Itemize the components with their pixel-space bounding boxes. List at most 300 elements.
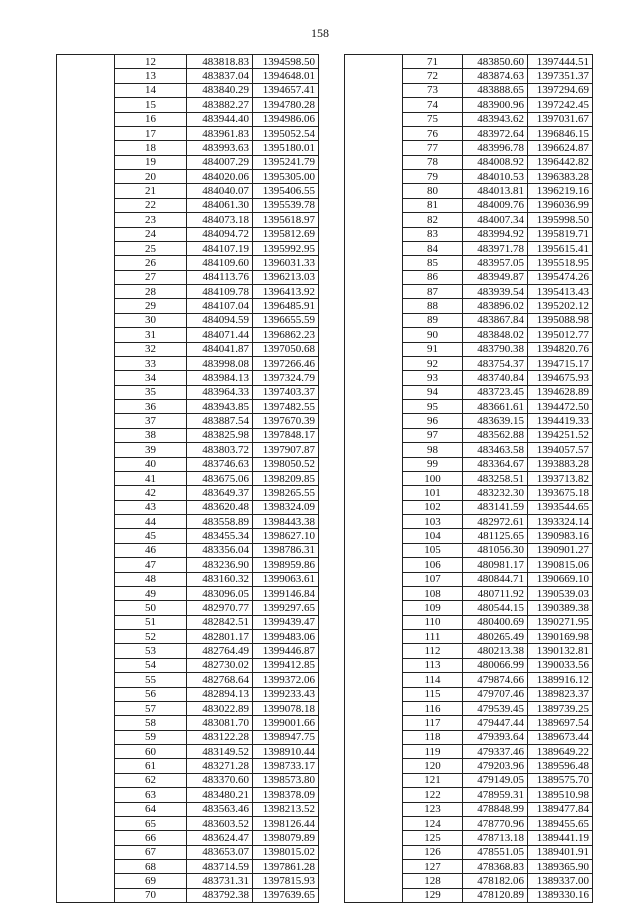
point-number-cell: 113 — [403, 658, 463, 672]
x-coordinate-cell: 483562.88 — [463, 428, 528, 442]
y-coordinate-cell: 1389337.00 — [528, 874, 593, 888]
blank-cell — [57, 515, 115, 529]
x-coordinate-cell: 483939.54 — [463, 285, 528, 299]
point-number-cell: 82 — [403, 213, 463, 227]
y-coordinate-cell: 1395812.69 — [253, 227, 319, 241]
table-row — [57, 816, 319, 830]
blank-cell — [345, 342, 403, 356]
blank-cell — [345, 874, 403, 888]
blank-cell — [345, 371, 403, 385]
blank-cell — [57, 759, 115, 773]
y-coordinate-cell: 1389365.90 — [528, 860, 593, 874]
point-number-cell: 32 — [115, 342, 187, 356]
point-number-cell: 40 — [115, 457, 187, 471]
y-coordinate-cell: 1396413.92 — [253, 285, 319, 299]
table-row — [57, 745, 319, 759]
point-number-cell: 105 — [403, 543, 463, 557]
blank-cell — [57, 831, 115, 845]
point-number-cell: 58 — [115, 716, 187, 730]
point-number-cell: 71 — [403, 55, 463, 69]
blank-cell — [57, 213, 115, 227]
y-coordinate-cell: 1396219.16 — [528, 184, 593, 198]
point-number-cell: 86 — [403, 270, 463, 284]
blank-cell — [57, 371, 115, 385]
blank-cell — [345, 586, 403, 600]
point-number-cell: 96 — [403, 414, 463, 428]
x-coordinate-cell: 483888.65 — [463, 83, 528, 97]
blank-cell — [345, 414, 403, 428]
y-coordinate-cell: 1395615.41 — [528, 241, 593, 255]
point-number-cell: 65 — [115, 816, 187, 830]
x-coordinate-cell: 483649.37 — [187, 486, 253, 500]
blank-cell — [57, 644, 115, 658]
y-coordinate-cell: 1394628.89 — [528, 385, 593, 399]
y-coordinate-cell: 1389673.44 — [528, 730, 593, 744]
table-row — [57, 241, 319, 255]
blank-cell — [57, 112, 115, 126]
table-row — [57, 342, 319, 356]
point-number-cell: 79 — [403, 170, 463, 184]
point-number-cell: 87 — [403, 285, 463, 299]
point-number-cell: 23 — [115, 213, 187, 227]
y-coordinate-cell: 1390169.98 — [528, 630, 593, 644]
blank-cell — [345, 69, 403, 83]
table-row — [57, 888, 319, 902]
y-coordinate-cell: 1396624.87 — [528, 141, 593, 155]
table-row — [345, 55, 593, 69]
y-coordinate-cell: 1397444.51 — [528, 55, 593, 69]
y-coordinate-cell: 1395202.12 — [528, 299, 593, 313]
point-number-cell: 129 — [403, 888, 463, 902]
blank-cell — [57, 443, 115, 457]
y-coordinate-cell: 1389455.65 — [528, 816, 593, 830]
y-coordinate-cell: 1390901.27 — [528, 543, 593, 557]
y-coordinate-cell: 1389330.16 — [528, 888, 593, 902]
point-number-cell: 76 — [403, 126, 463, 140]
blank-cell — [345, 543, 403, 557]
y-coordinate-cell: 1399078.18 — [253, 701, 319, 715]
table-row — [345, 687, 593, 701]
blank-cell — [345, 644, 403, 658]
y-coordinate-cell: 1389649.22 — [528, 745, 593, 759]
y-coordinate-cell: 1393713.82 — [528, 471, 593, 485]
y-coordinate-cell: 1399446.87 — [253, 644, 319, 658]
x-coordinate-cell: 484071.44 — [187, 328, 253, 342]
x-coordinate-cell: 483867.84 — [463, 313, 528, 327]
table-row — [345, 788, 593, 802]
blank-cell — [345, 601, 403, 615]
table-row — [345, 371, 593, 385]
point-number-cell: 19 — [115, 155, 187, 169]
table-row — [345, 701, 593, 715]
x-coordinate-cell: 478713.18 — [463, 831, 528, 845]
blank-cell — [57, 701, 115, 715]
blank-cell — [57, 342, 115, 356]
table-row — [345, 572, 593, 586]
point-number-cell: 59 — [115, 730, 187, 744]
table-row — [345, 601, 593, 615]
blank-cell — [345, 213, 403, 227]
blank-cell — [345, 112, 403, 126]
blank-cell — [57, 845, 115, 859]
y-coordinate-cell: 1398959.86 — [253, 558, 319, 572]
point-number-cell: 43 — [115, 500, 187, 514]
table-row — [345, 529, 593, 543]
table-row — [345, 558, 593, 572]
x-coordinate-cell: 483160.32 — [187, 572, 253, 586]
x-coordinate-cell: 479203.96 — [463, 759, 528, 773]
point-number-cell: 120 — [403, 759, 463, 773]
blank-cell — [57, 198, 115, 212]
table-row — [345, 285, 593, 299]
table-row — [57, 256, 319, 270]
table-row — [345, 471, 593, 485]
y-coordinate-cell: 1397907.87 — [253, 443, 319, 457]
point-number-cell: 54 — [115, 658, 187, 672]
x-coordinate-cell: 478368.83 — [463, 860, 528, 874]
x-coordinate-cell: 482894.13 — [187, 687, 253, 701]
x-coordinate-cell: 483653.07 — [187, 845, 253, 859]
x-coordinate-cell: 483803.72 — [187, 443, 253, 457]
point-number-cell: 31 — [115, 328, 187, 342]
table-row — [345, 673, 593, 687]
x-coordinate-cell: 482972.61 — [463, 515, 528, 529]
x-coordinate-cell: 483364.67 — [463, 457, 528, 471]
y-coordinate-cell: 1394715.17 — [528, 356, 593, 370]
blank-cell — [57, 98, 115, 112]
x-coordinate-cell: 484009.76 — [463, 198, 528, 212]
table-row — [57, 83, 319, 97]
table-row — [57, 356, 319, 370]
point-number-cell: 81 — [403, 198, 463, 212]
point-number-cell: 66 — [115, 831, 187, 845]
point-number-cell: 37 — [115, 414, 187, 428]
blank-cell — [57, 313, 115, 327]
blank-cell — [57, 256, 115, 270]
y-coordinate-cell: 1398213.52 — [253, 802, 319, 816]
point-number-cell: 109 — [403, 601, 463, 615]
point-number-cell: 18 — [115, 141, 187, 155]
blank-cell — [57, 529, 115, 543]
x-coordinate-cell: 484040.07 — [187, 184, 253, 198]
y-coordinate-cell: 1389575.70 — [528, 773, 593, 787]
x-coordinate-cell: 479539.45 — [463, 701, 528, 715]
x-coordinate-cell: 484020.06 — [187, 170, 253, 184]
y-coordinate-cell: 1393883.28 — [528, 457, 593, 471]
point-number-cell: 106 — [403, 558, 463, 572]
y-coordinate-cell: 1389596.48 — [528, 759, 593, 773]
blank-cell — [57, 400, 115, 414]
x-coordinate-cell: 484013.81 — [463, 184, 528, 198]
point-number-cell: 111 — [403, 630, 463, 644]
point-number-cell: 60 — [115, 745, 187, 759]
x-coordinate-cell: 478959.31 — [463, 788, 528, 802]
blank-cell — [57, 586, 115, 600]
x-coordinate-cell: 483096.05 — [187, 586, 253, 600]
blank-cell — [57, 730, 115, 744]
point-number-cell: 125 — [403, 831, 463, 845]
y-coordinate-cell: 1399372.06 — [253, 673, 319, 687]
blank-cell — [57, 270, 115, 284]
x-coordinate-cell: 483994.92 — [463, 227, 528, 241]
y-coordinate-cell: 1389739.25 — [528, 701, 593, 715]
y-coordinate-cell: 1397266.46 — [253, 356, 319, 370]
x-coordinate-cell: 482970.77 — [187, 601, 253, 615]
blank-cell — [57, 860, 115, 874]
blank-cell — [57, 184, 115, 198]
y-coordinate-cell: 1395088.98 — [528, 313, 593, 327]
x-coordinate-cell: 483558.89 — [187, 515, 253, 529]
point-number-cell: 104 — [403, 529, 463, 543]
y-coordinate-cell: 1395518.95 — [528, 256, 593, 270]
table-row — [57, 69, 319, 83]
table-row — [345, 141, 593, 155]
x-coordinate-cell: 483993.63 — [187, 141, 253, 155]
point-number-cell: 25 — [115, 241, 187, 255]
x-coordinate-cell: 483972.64 — [463, 126, 528, 140]
table-row — [57, 572, 319, 586]
point-number-cell: 122 — [403, 788, 463, 802]
x-coordinate-cell: 483754.37 — [463, 356, 528, 370]
blank-cell — [345, 759, 403, 773]
y-coordinate-cell: 1395012.77 — [528, 328, 593, 342]
blank-cell — [57, 745, 115, 759]
y-coordinate-cell: 1394598.50 — [253, 55, 319, 69]
table-row — [345, 126, 593, 140]
x-coordinate-cell: 483825.98 — [187, 428, 253, 442]
table-row — [345, 270, 593, 284]
point-number-cell: 119 — [403, 745, 463, 759]
table-row — [57, 802, 319, 816]
blank-cell — [57, 69, 115, 83]
point-number-cell: 93 — [403, 371, 463, 385]
page-number: 158 — [311, 26, 329, 40]
x-coordinate-cell: 480066.99 — [463, 658, 528, 672]
x-coordinate-cell: 484008.92 — [463, 155, 528, 169]
point-number-cell: 116 — [403, 701, 463, 715]
y-coordinate-cell: 1394472.50 — [528, 400, 593, 414]
blank-cell — [345, 55, 403, 69]
y-coordinate-cell: 1394820.76 — [528, 342, 593, 356]
x-coordinate-cell: 478182.06 — [463, 874, 528, 888]
table-row — [57, 529, 319, 543]
point-number-cell: 47 — [115, 558, 187, 572]
y-coordinate-cell: 1395180.01 — [253, 141, 319, 155]
table-row — [345, 486, 593, 500]
x-coordinate-cell: 483714.59 — [187, 860, 253, 874]
point-number-cell: 89 — [403, 313, 463, 327]
table-row — [345, 69, 593, 83]
point-number-cell: 34 — [115, 371, 187, 385]
table-row — [345, 500, 593, 514]
table-row — [345, 745, 593, 759]
point-number-cell: 128 — [403, 874, 463, 888]
x-coordinate-cell: 483887.54 — [187, 414, 253, 428]
x-coordinate-cell: 480844.71 — [463, 572, 528, 586]
blank-cell — [345, 155, 403, 169]
x-coordinate-cell: 483882.27 — [187, 98, 253, 112]
y-coordinate-cell: 1397639.65 — [253, 888, 319, 902]
blank-cell — [345, 299, 403, 313]
x-coordinate-cell: 483370.60 — [187, 773, 253, 787]
blank-cell — [57, 716, 115, 730]
y-coordinate-cell: 1390271.95 — [528, 615, 593, 629]
point-number-cell: 48 — [115, 572, 187, 586]
table-row — [57, 730, 319, 744]
blank-cell — [345, 256, 403, 270]
blank-cell — [345, 701, 403, 715]
x-coordinate-cell: 483944.40 — [187, 112, 253, 126]
y-coordinate-cell: 1389823.37 — [528, 687, 593, 701]
point-number-cell: 50 — [115, 601, 187, 615]
y-coordinate-cell: 1389441.19 — [528, 831, 593, 845]
y-coordinate-cell: 1394986.06 — [253, 112, 319, 126]
blank-cell — [57, 543, 115, 557]
blank-cell — [57, 55, 115, 69]
blank-cell — [345, 630, 403, 644]
table-row — [57, 716, 319, 730]
table-row — [345, 644, 593, 658]
blank-cell — [57, 299, 115, 313]
x-coordinate-cell: 479707.46 — [463, 687, 528, 701]
x-coordinate-cell: 483943.62 — [463, 112, 528, 126]
point-number-cell: 78 — [403, 155, 463, 169]
point-number-cell: 118 — [403, 730, 463, 744]
x-coordinate-cell: 484007.29 — [187, 155, 253, 169]
table-row — [57, 773, 319, 787]
table-row — [345, 98, 593, 112]
x-coordinate-cell: 483957.05 — [463, 256, 528, 270]
table-row — [345, 543, 593, 557]
x-coordinate-cell: 480213.38 — [463, 644, 528, 658]
x-coordinate-cell: 484041.87 — [187, 342, 253, 356]
blank-cell — [57, 155, 115, 169]
y-coordinate-cell: 1393324.14 — [528, 515, 593, 529]
point-number-cell: 20 — [115, 170, 187, 184]
point-number-cell: 123 — [403, 802, 463, 816]
table-row — [57, 586, 319, 600]
blank-cell — [345, 126, 403, 140]
x-coordinate-cell: 483900.96 — [463, 98, 528, 112]
point-number-cell: 110 — [403, 615, 463, 629]
blank-cell — [345, 198, 403, 212]
blank-cell — [345, 615, 403, 629]
y-coordinate-cell: 1399439.47 — [253, 615, 319, 629]
table-row — [57, 759, 319, 773]
y-coordinate-cell: 1399001.66 — [253, 716, 319, 730]
x-coordinate-cell: 479149.05 — [463, 773, 528, 787]
x-coordinate-cell: 480711.92 — [463, 586, 528, 600]
blank-cell — [345, 486, 403, 500]
table-row — [57, 328, 319, 342]
y-coordinate-cell: 1398265.55 — [253, 486, 319, 500]
blank-cell — [57, 486, 115, 500]
y-coordinate-cell: 1396442.82 — [528, 155, 593, 169]
point-number-cell: 27 — [115, 270, 187, 284]
point-number-cell: 41 — [115, 471, 187, 485]
point-number-cell: 102 — [403, 500, 463, 514]
y-coordinate-cell: 1394675.93 — [528, 371, 593, 385]
blank-cell — [345, 385, 403, 399]
table-row — [345, 888, 593, 902]
table-row — [57, 170, 319, 184]
y-coordinate-cell: 1399412.85 — [253, 658, 319, 672]
blank-cell — [345, 558, 403, 572]
x-coordinate-cell: 483603.52 — [187, 816, 253, 830]
table-row — [345, 400, 593, 414]
y-coordinate-cell: 1393544.65 — [528, 500, 593, 514]
point-number-cell: 22 — [115, 198, 187, 212]
blank-cell — [345, 802, 403, 816]
x-coordinate-cell: 483232.30 — [463, 486, 528, 500]
y-coordinate-cell: 1389697.54 — [528, 716, 593, 730]
blank-cell — [345, 443, 403, 457]
point-number-cell: 17 — [115, 126, 187, 140]
blank-cell — [345, 860, 403, 874]
x-coordinate-cell: 483731.31 — [187, 874, 253, 888]
table-row — [57, 270, 319, 284]
table-row — [345, 831, 593, 845]
y-coordinate-cell: 1396862.23 — [253, 328, 319, 342]
y-coordinate-cell: 1399063.61 — [253, 572, 319, 586]
table-row — [345, 198, 593, 212]
blank-cell — [57, 802, 115, 816]
x-coordinate-cell: 480400.69 — [463, 615, 528, 629]
x-coordinate-cell: 484109.60 — [187, 256, 253, 270]
table-row — [345, 170, 593, 184]
x-coordinate-cell: 483624.47 — [187, 831, 253, 845]
point-number-cell: 52 — [115, 630, 187, 644]
y-coordinate-cell: 1390815.06 — [528, 558, 593, 572]
x-coordinate-cell: 484113.76 — [187, 270, 253, 284]
point-number-cell: 14 — [115, 83, 187, 97]
table-row — [345, 256, 593, 270]
x-coordinate-cell: 478120.89 — [463, 888, 528, 902]
point-number-cell: 56 — [115, 687, 187, 701]
blank-cell — [57, 241, 115, 255]
y-coordinate-cell: 1398573.80 — [253, 773, 319, 787]
y-coordinate-cell: 1390669.10 — [528, 572, 593, 586]
y-coordinate-cell: 1398079.89 — [253, 831, 319, 845]
x-coordinate-cell: 481125.65 — [463, 529, 528, 543]
point-number-cell: 36 — [115, 400, 187, 414]
point-number-cell: 115 — [403, 687, 463, 701]
blank-cell — [345, 241, 403, 255]
blank-cell — [345, 285, 403, 299]
table-row — [345, 457, 593, 471]
x-coordinate-cell: 483740.84 — [463, 371, 528, 385]
x-coordinate-cell: 483971.78 — [463, 241, 528, 255]
point-number-cell: 61 — [115, 759, 187, 773]
table-row — [57, 558, 319, 572]
blank-cell — [57, 285, 115, 299]
y-coordinate-cell: 1398209.85 — [253, 471, 319, 485]
x-coordinate-cell: 483790.38 — [463, 342, 528, 356]
table-row — [57, 313, 319, 327]
y-coordinate-cell: 1397482.55 — [253, 400, 319, 414]
blank-cell — [57, 227, 115, 241]
y-coordinate-cell: 1390389.38 — [528, 601, 593, 615]
point-number-cell: 63 — [115, 788, 187, 802]
y-coordinate-cell: 1390539.03 — [528, 586, 593, 600]
point-number-cell: 49 — [115, 586, 187, 600]
y-coordinate-cell: 1394780.28 — [253, 98, 319, 112]
x-coordinate-cell: 483964.33 — [187, 385, 253, 399]
point-number-cell: 26 — [115, 256, 187, 270]
point-number-cell: 70 — [115, 888, 187, 902]
table-row — [57, 601, 319, 615]
point-number-cell: 97 — [403, 428, 463, 442]
